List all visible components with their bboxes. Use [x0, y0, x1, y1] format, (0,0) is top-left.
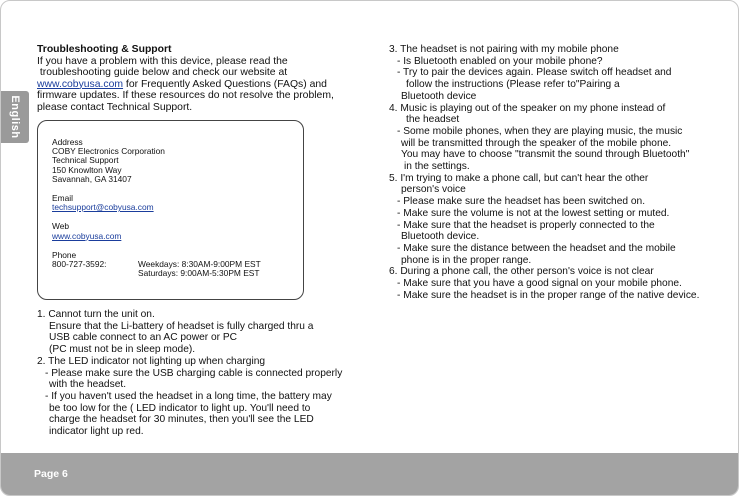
website-link[interactable]: www.cobyusa.com	[37, 78, 124, 90]
troubleshooting-list-right	[389, 44, 729, 301]
section-heading: Troubleshooting & Support	[37, 44, 172, 55]
item-text: Bluetooth device.	[401, 231, 480, 243]
item-text: in the settings.	[404, 161, 470, 173]
item-title: 4. Music is playing out of the speaker on my phone instead of	[389, 102, 666, 114]
item-text: - Please make sure the USB charging cable is connected properly	[45, 367, 343, 379]
item-text: - Make sure the volume is not at the lowest setting or muted.	[397, 207, 670, 219]
web-link[interactable]: www.cobyusa.com	[52, 230, 122, 241]
item-text: charge the headset for 30 minutes, then you'll see the LED	[49, 414, 314, 426]
item-text: You may have to choose "transmit the sound through Bluetooth"	[401, 149, 690, 161]
item-text: - Make sure the headset is in the proper range of the native device.	[397, 289, 700, 301]
address-line: 150 Knowlton Way	[52, 164, 122, 175]
phone-group	[52, 251, 292, 279]
phone-label: Phone	[52, 249, 77, 260]
intro-line-rest: for Frequently Asked Questions (FAQs) and	[123, 78, 327, 90]
intro-line	[37, 79, 367, 91]
item-text: (PC must not be in sleep mode).	[49, 344, 196, 356]
intro-line: If you have a problem with this device, please read the	[37, 55, 288, 67]
web-group	[52, 222, 292, 240]
item-text: person's voice	[401, 184, 466, 196]
item-text: Bluetooth device	[401, 90, 477, 102]
item-text: - If you haven't used the headset in a long time, the battery may	[45, 390, 332, 402]
item-title: 6. During a phone call, the other person's voice is not clear	[389, 266, 654, 278]
email-group	[52, 194, 292, 212]
intro-line: troubleshooting guide below and check our website at	[37, 67, 288, 78]
item-title: 2. The LED indicator not lighting up when charging	[37, 355, 266, 367]
address-label: Address	[52, 137, 83, 147]
email-link[interactable]: techsupport@cobyusa.com	[52, 202, 154, 213]
troubleshooting-list-left	[37, 309, 377, 438]
intro-line: firmware updates. If these resources do not resolve the problem,	[37, 90, 334, 101]
contact-box	[37, 120, 304, 300]
address-line: COBY Electronics Corporation	[52, 146, 165, 157]
item-text: - Make sure that the headset is properly connected to the	[397, 219, 655, 231]
page-number: Page 6	[34, 468, 68, 480]
page-footer	[1, 453, 738, 495]
address-line: Savannah, GA 31407	[52, 173, 132, 184]
item-text: phone is in the proper range.	[401, 254, 532, 266]
intro-section	[37, 44, 367, 113]
item-text: USB cable connect to an AC power or PC	[49, 332, 238, 344]
item-title: 5. I'm trying to make a phone call, but can't hear the other	[389, 172, 649, 184]
item-text: - Please make sure the headset has been switched on.	[397, 196, 646, 208]
web-label: Web	[52, 221, 70, 232]
item-text: with the headset.	[49, 379, 127, 391]
language-tab-label: English	[9, 95, 21, 139]
weekday-hours: Weekdays: 8:30AM-9:00PM EST	[138, 259, 261, 270]
item-text: the headset	[406, 114, 460, 126]
item-text: follow the instructions (Please refer to"Pairing a	[406, 79, 620, 91]
item-text: indicator light up red.	[49, 426, 144, 438]
item-text: Ensure that the Li-battery of headset is fully charged thru a	[49, 320, 314, 332]
item-title: 1. Cannot turn the unit on.	[37, 309, 155, 320]
saturday-hours: Saturdays: 9:00AM-5:30PM EST	[138, 268, 260, 279]
address-line: Technical Support	[52, 155, 119, 166]
email-label: Email	[52, 193, 73, 204]
item-text: - Make sure that you have a good signal on your mobile phone.	[397, 278, 682, 290]
address-group	[52, 138, 292, 184]
phone-number: 800-727-3592:	[52, 259, 107, 270]
item-text: - Make sure the distance between the headset and the mobile	[397, 242, 676, 254]
item-text: - Try to pair the devices again. Please switch off headset and	[397, 67, 672, 79]
language-tab	[1, 91, 29, 143]
item-text: - Some mobile phones, when they are playing music, the music	[397, 125, 683, 137]
item-title: 3. The headset is not pairing with my mobile phone	[389, 44, 619, 55]
item-text: - Is Bluetooth enabled on your mobile phone?	[397, 55, 603, 67]
item-text: will be transmitted through the speaker of the mobile phone.	[401, 137, 672, 149]
intro-line: please contact Technical Support.	[37, 101, 193, 113]
item-text: be too low for the ( LED indicator to light up. You'll need to	[49, 402, 311, 414]
